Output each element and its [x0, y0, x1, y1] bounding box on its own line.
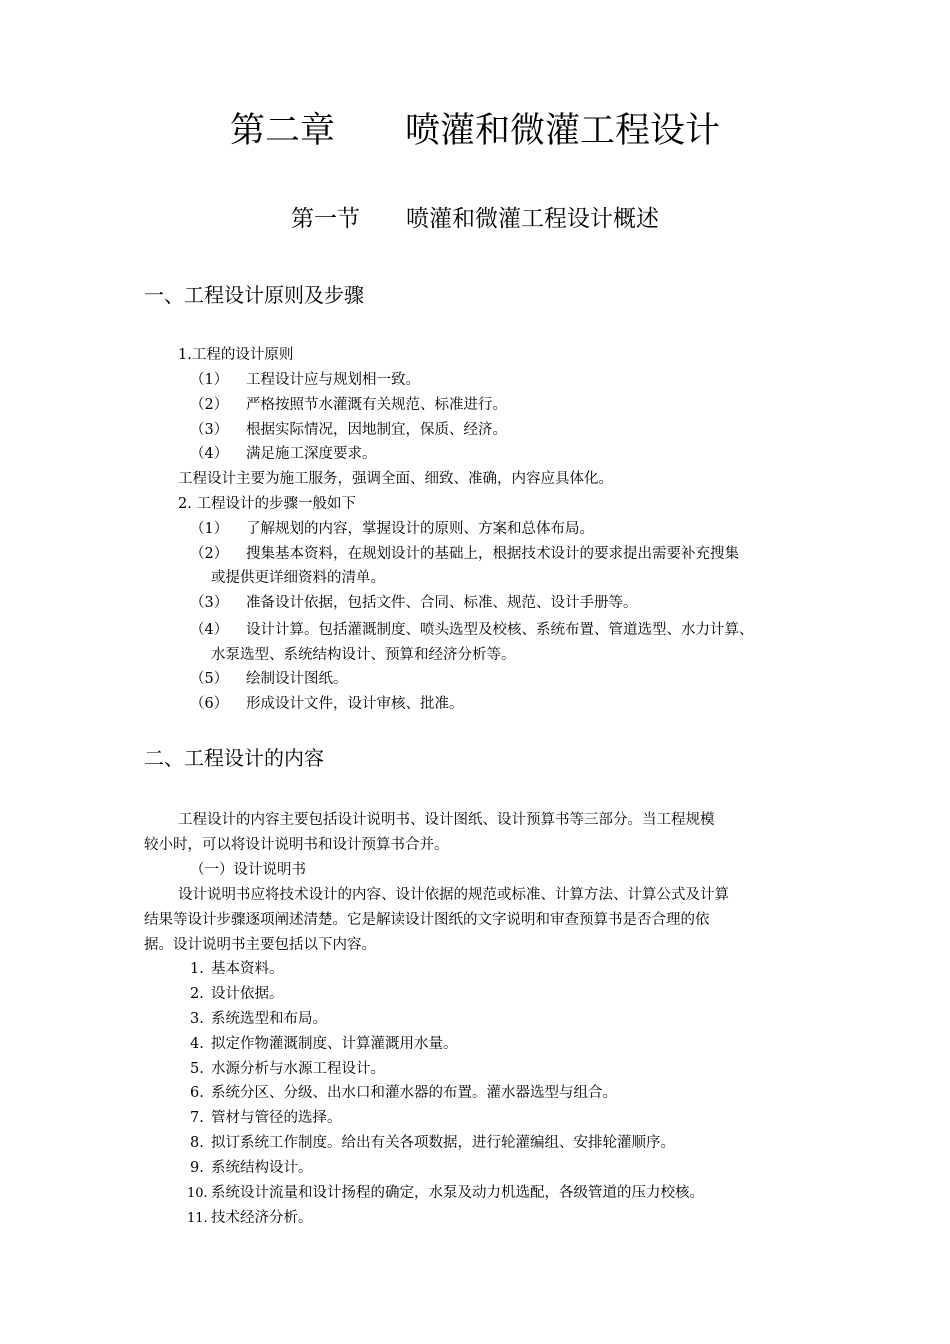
- principle-text: 满足施工深度要求。: [246, 446, 377, 462]
- step-item: [190, 592, 638, 614]
- list-item-num: 4.: [190, 1036, 204, 1052]
- steps-title: 2. 工程设计的步骤一般如下: [178, 496, 356, 512]
- part2-heading: 二、工程设计的内容: [144, 746, 324, 770]
- list-item: [187, 1207, 313, 1230]
- list-item-num: 3.: [190, 1011, 204, 1027]
- list-item: [190, 1033, 458, 1055]
- list-item-num: 7.: [190, 1110, 204, 1126]
- step-item: [190, 518, 594, 540]
- desc-line: 设计说明书应将技术设计的内容、设计依据的规范或标准、计算方法、计算公式及计算: [178, 887, 729, 903]
- list-item-text: 管材与管径的选择。: [211, 1110, 342, 1126]
- list-item-text: 基本资料。: [211, 961, 284, 977]
- list-item: [190, 1008, 327, 1030]
- list-item-text: 拟订系统工作制度。给出有关各项数据，进行轮灌编组、安排轮灌顺序。: [211, 1135, 675, 1151]
- step-text: 搜集基本资料，在规划设计的基础上，根据技术设计的要求提出需要补充搜集: [246, 546, 739, 562]
- step-num: （2）: [190, 546, 229, 562]
- step-item: [190, 693, 464, 715]
- list-item: [190, 1082, 617, 1104]
- principle-text: 工程设计应与规划相一致。: [246, 372, 420, 388]
- step-item: [190, 619, 754, 641]
- list-item-num: 8.: [190, 1135, 204, 1151]
- step-item: [190, 543, 739, 565]
- section-title: 第一节 喷灌和微灌工程设计概述: [291, 206, 659, 232]
- step-num: （4）: [190, 622, 229, 638]
- principle-text: 严格按照节水灌溉有关规范、标准进行。: [246, 397, 507, 413]
- principle-num: （1）: [190, 372, 229, 388]
- intro-line: 工程设计的内容主要包括设计说明书、设计图纸、设计预算书等三部分。当工程规模: [178, 812, 715, 828]
- list-item-num: 9.: [190, 1160, 204, 1176]
- principle-item: [190, 443, 377, 465]
- chapter-title: 第二章 喷灌和微灌工程设计: [229, 111, 720, 151]
- step-text: 了解规划的内容，掌握设计的原则、方案和总体布局。: [246, 521, 594, 537]
- list-item-text: 系统设计流量和设计扬程的确定，水泵及动力机选配，各级管道的压力校核。: [211, 1185, 704, 1201]
- principle-item: [190, 369, 420, 391]
- step-num: （1）: [190, 521, 229, 537]
- part1-heading: 一、工程设计原则及步骤: [144, 283, 364, 307]
- list-item: [190, 983, 284, 1005]
- intro-line: 较小时，可以将设计说明书和设计预算书合并。: [144, 837, 449, 853]
- principle-text: 根据实际情况，因地制宜，保质、经济。: [246, 422, 507, 438]
- step-text: 准备设计依据，包括文件、合同、标准、规范、设计手册等。: [246, 595, 638, 611]
- principles-title: 1.工程的设计原则: [178, 347, 294, 363]
- step-item: [190, 668, 348, 690]
- step-text: 形成设计文件，设计审核、批准。: [246, 696, 464, 712]
- list-item-text: 设计依据。: [211, 986, 284, 1002]
- step-text-continued: 水泵选型、系统结构设计、预算和经济分析等。: [211, 647, 516, 663]
- step-text: 设计计算。包括灌溉制度、喷头选型及校核、系统布置、管道选型、水力计算、: [246, 622, 754, 638]
- list-item: [190, 1107, 342, 1129]
- step-num: （5）: [190, 671, 229, 687]
- list-item: [190, 1132, 675, 1154]
- principle-num: （2）: [190, 397, 229, 413]
- list-item-num: 11.: [187, 1211, 208, 1226]
- list-item-text: 拟定作物灌溉制度、计算灌溉用水量。: [211, 1036, 458, 1052]
- desc-line: 结果等设计步骤逐项阐述清楚。它是解读设计图纸的文字说明和审查预算书是否合理的依: [144, 912, 710, 928]
- list-item: [190, 1157, 313, 1179]
- list-item-num: 1.: [190, 961, 204, 977]
- step-num: （3）: [190, 595, 229, 611]
- principles-note: 工程设计主要为施工服务，强调全面、细致、准确，内容应具体化。: [178, 471, 613, 487]
- sub-heading: （一）设计说明书: [190, 862, 306, 878]
- list-item-text: 技术经济分析。: [211, 1210, 313, 1226]
- list-item-text: 系统结构设计。: [211, 1160, 313, 1176]
- list-item: [190, 1058, 385, 1080]
- desc-line: 据。设计说明书主要包括以下内容。: [144, 937, 376, 953]
- step-text: 绘制设计图纸。: [246, 671, 348, 687]
- list-item-num: 2.: [190, 986, 204, 1002]
- list-item-num: 6.: [190, 1085, 204, 1101]
- step-text-continued: 或提供更详细资料的清单。: [211, 570, 385, 586]
- list-item-text: 系统分区、分级、出水口和灌水器的布置。灌水器选型与组合。: [211, 1085, 617, 1101]
- list-item-text: 系统选型和布局。: [211, 1011, 327, 1027]
- list-item: [187, 1182, 704, 1205]
- list-item-num: 5.: [190, 1061, 204, 1077]
- principle-num: （3）: [190, 422, 229, 438]
- list-item-text: 水源分析与水源工程设计。: [211, 1061, 385, 1077]
- step-num: （6）: [190, 696, 229, 712]
- list-item-num: 10.: [187, 1186, 208, 1201]
- principle-item: [190, 394, 507, 416]
- list-item: [190, 958, 284, 980]
- principle-num: （4）: [190, 446, 229, 462]
- principle-item: [190, 419, 507, 441]
